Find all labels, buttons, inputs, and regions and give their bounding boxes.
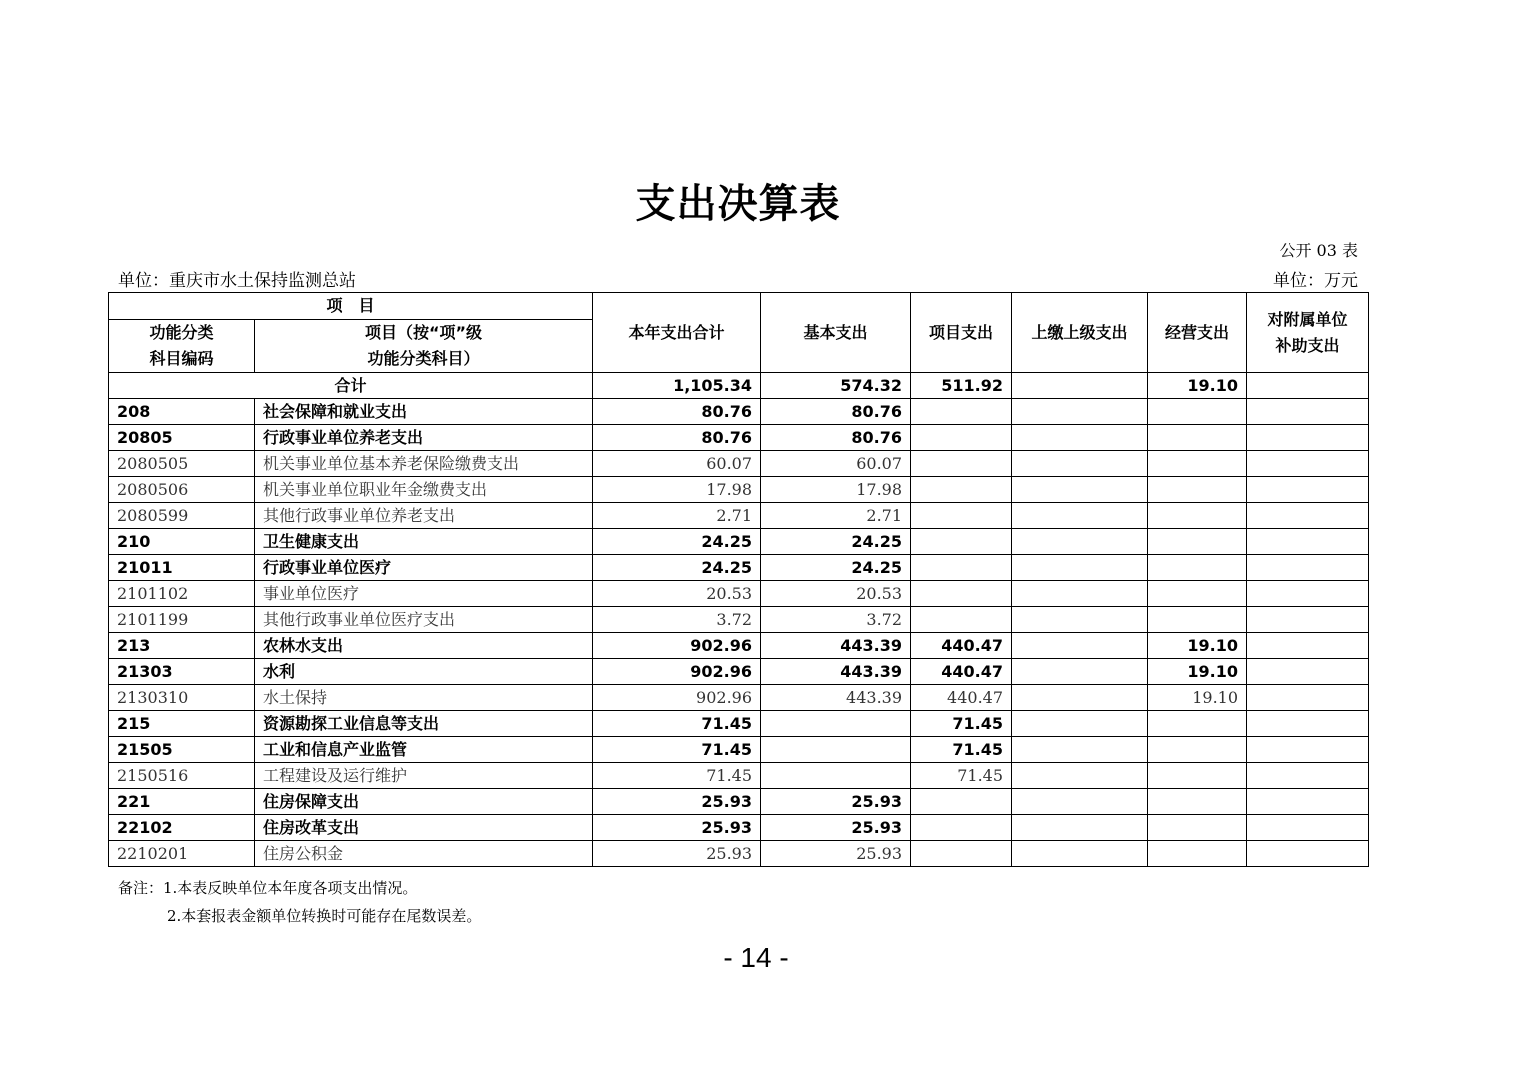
cell-business [1148,555,1247,581]
form-number: 公开 03 表 [1279,241,1358,260]
cell-name: 行政事业单位养老支出 [255,425,593,451]
header-subsidy-line2: 补助支出 [1275,335,1340,355]
cell-code: 208 [109,399,255,425]
cell-subsidy [1247,633,1369,659]
header-item: 项 目 [109,293,593,320]
cell-basic: 17.98 [761,477,911,503]
cell-code: 22102 [109,815,255,841]
page-title: 支出决算表 [635,181,841,227]
cell-total: 71.45 [593,737,761,763]
cell-business [1148,607,1247,633]
cell-subsidy [1247,399,1369,425]
cell-name: 农林水支出 [255,633,593,659]
cell-subsidy [1247,477,1369,503]
cell-project [911,581,1012,607]
cell-name: 机关事业单位职业年金缴费支出 [255,477,593,503]
header-upper: 上缴上级支出 [1012,293,1148,373]
note-1: 备注：1.本表反映单位本年度各项支出情况。 [118,879,418,897]
cell-subsidy [1247,555,1369,581]
cell-upper [1012,841,1148,867]
cell-project [911,555,1012,581]
cell-basic: 20.53 [761,581,911,607]
cell-business [1148,581,1247,607]
cell-subsidy [1247,581,1369,607]
cell-basic: 443.39 [761,685,911,711]
table-row [109,763,1369,789]
table-row [109,555,1369,581]
table-row [109,581,1369,607]
cell-code: 2080599 [109,503,255,529]
cell-total: 3.72 [593,607,761,633]
table-row [109,841,1369,867]
expenditure-table [108,292,1369,867]
cell-basic: 24.25 [761,555,911,581]
cell-business: 19.10 [1148,633,1247,659]
cell-project [911,841,1012,867]
header-subsidy-line1: 对附属单位 [1267,309,1348,329]
cell-name: 行政事业单位医疗 [255,555,593,581]
cell-code: 21303 [109,659,255,685]
cell-basic: 80.76 [761,399,911,425]
table-row [109,399,1369,425]
cell-total: 902.96 [593,659,761,685]
cell-basic: 60.07 [761,451,911,477]
header-name [255,320,593,373]
cell-subsidy [1247,685,1369,711]
cell-code: 210 [109,529,255,555]
cell-basic [761,737,911,763]
cell-upper [1012,451,1148,477]
cell-subsidy [1247,763,1369,789]
cell-business [1148,425,1247,451]
cell-name: 水利 [255,659,593,685]
header-code-line2: 科目编码 [149,349,214,368]
cell-project [911,607,1012,633]
cell-project: 440.47 [911,659,1012,685]
cell-name: 住房保障支出 [255,789,593,815]
cell-upper [1012,425,1148,451]
cell-business [1148,451,1247,477]
cell-name: 事业单位医疗 [255,581,593,607]
table-row [109,711,1369,737]
cell-name: 住房改革支出 [255,815,593,841]
total-total: 1,105.34 [593,373,761,399]
cell-total: 24.25 [593,555,761,581]
cell-code: 2101102 [109,581,255,607]
cell-code: 2210201 [109,841,255,867]
cell-subsidy [1247,503,1369,529]
cell-code: 213 [109,633,255,659]
cell-total: 17.98 [593,477,761,503]
cell-upper [1012,633,1148,659]
cell-subsidy [1247,815,1369,841]
cell-project [911,477,1012,503]
cell-upper [1012,477,1148,503]
cell-upper [1012,789,1148,815]
cell-name: 其他行政事业单位养老支出 [255,503,593,529]
cell-business [1148,711,1247,737]
cell-business [1148,763,1247,789]
cell-code: 2150516 [109,763,255,789]
cell-code: 20805 [109,425,255,451]
header-total: 本年支出合计 [593,293,761,373]
notes [118,874,481,930]
cell-name: 资源勘探工业信息等支出 [255,711,593,737]
table-row [109,789,1369,815]
cell-business [1148,399,1247,425]
total-project: 511.92 [911,373,1012,399]
cell-total: 20.53 [593,581,761,607]
page-number: - 14 - [723,942,789,973]
cell-upper [1012,581,1148,607]
cell-upper [1012,503,1148,529]
cell-upper [1012,607,1148,633]
cell-code: 2080505 [109,451,255,477]
cell-basic: 80.76 [761,425,911,451]
cell-business [1148,841,1247,867]
header-code-line1: 功能分类 [149,323,214,342]
table-row [109,503,1369,529]
header-name-line2: 功能分类科目） [367,349,480,368]
cell-business [1148,477,1247,503]
header-project: 项目支出 [911,293,1012,373]
cell-business [1148,503,1247,529]
cell-upper [1012,815,1148,841]
cell-project [911,425,1012,451]
cell-upper [1012,737,1148,763]
cell-subsidy [1247,841,1369,867]
cell-project [911,451,1012,477]
note-2: 2.本套报表金额单位转换时可能存在尾数误差。 [167,907,482,925]
table-row [109,685,1369,711]
cell-basic: 2.71 [761,503,911,529]
total-basic: 574.32 [761,373,911,399]
table-row [109,633,1369,659]
cell-subsidy [1247,451,1369,477]
cell-basic: 3.72 [761,607,911,633]
cell-basic [761,763,911,789]
cell-basic: 25.93 [761,789,911,815]
cell-business [1148,737,1247,763]
cell-code: 2080506 [109,477,255,503]
cell-total: 71.45 [593,711,761,737]
cell-code: 2130310 [109,685,255,711]
table-row [109,425,1369,451]
cell-code: 2101199 [109,607,255,633]
table-row [109,529,1369,555]
cell-upper [1012,399,1148,425]
table-row [109,451,1369,477]
cell-business: 19.10 [1148,685,1247,711]
cell-total: 25.93 [593,841,761,867]
header-name-line1: 项目（按“项”级 [364,323,483,342]
cell-name: 工程建设及运行维护 [255,763,593,789]
cell-total: 25.93 [593,789,761,815]
cell-business [1148,815,1247,841]
cell-subsidy [1247,425,1369,451]
cell-total: 60.07 [593,451,761,477]
table-row [109,737,1369,763]
cell-subsidy [1247,711,1369,737]
cell-project: 71.45 [911,763,1012,789]
table-row [109,659,1369,685]
cell-name: 卫生健康支出 [255,529,593,555]
cell-upper [1012,529,1148,555]
total-business: 19.10 [1148,373,1247,399]
cell-basic: 25.93 [761,841,911,867]
cell-basic: 443.39 [761,659,911,685]
cell-code: 221 [109,789,255,815]
cell-code: 215 [109,711,255,737]
cell-total: 25.93 [593,815,761,841]
cell-basic [761,711,911,737]
cell-name: 工业和信息产业监管 [255,737,593,763]
currency-unit: 单位：万元 [1273,271,1358,291]
cell-total: 24.25 [593,529,761,555]
table-row [109,607,1369,633]
cell-total: 2.71 [593,503,761,529]
cell-total: 80.76 [593,399,761,425]
header-subsidy [1247,293,1369,373]
cell-business [1148,529,1247,555]
table-row [109,477,1369,503]
cell-business [1148,789,1247,815]
cell-subsidy [1247,607,1369,633]
cell-total: 902.96 [593,633,761,659]
cell-basic: 25.93 [761,815,911,841]
cell-subsidy [1247,529,1369,555]
header-code [109,320,255,373]
cell-project [911,503,1012,529]
cell-project: 71.45 [911,711,1012,737]
cell-basic: 443.39 [761,633,911,659]
cell-upper [1012,659,1148,685]
cell-upper [1012,555,1148,581]
cell-subsidy [1247,737,1369,763]
total-upper [1012,373,1148,399]
cell-upper [1012,711,1148,737]
cell-project: 440.47 [911,633,1012,659]
cell-project [911,399,1012,425]
total-label: 合计 [109,373,593,399]
cell-subsidy [1247,789,1369,815]
cell-business: 19.10 [1148,659,1247,685]
cell-total: 71.45 [593,763,761,789]
reporting-unit: 单位：重庆市水土保持监测总站 [118,271,356,291]
cell-project [911,529,1012,555]
table-row [109,815,1369,841]
cell-subsidy [1247,659,1369,685]
cell-project [911,789,1012,815]
cell-name: 水土保持 [255,685,593,711]
cell-project: 71.45 [911,737,1012,763]
total-subsidy [1247,373,1369,399]
cell-project: 440.47 [911,685,1012,711]
cell-upper [1012,763,1148,789]
cell-name: 社会保障和就业支出 [255,399,593,425]
cell-upper [1012,685,1148,711]
header-business: 经营支出 [1148,293,1247,373]
cell-code: 21011 [109,555,255,581]
cell-name: 住房公积金 [255,841,593,867]
cell-name: 其他行政事业单位医疗支出 [255,607,593,633]
cell-code: 21505 [109,737,255,763]
cell-basic: 24.25 [761,529,911,555]
cell-name: 机关事业单位基本养老保险缴费支出 [255,451,593,477]
cell-total: 902.96 [593,685,761,711]
total-row [109,373,1369,399]
cell-project [911,815,1012,841]
cell-total: 80.76 [593,425,761,451]
header-basic: 基本支出 [761,293,911,373]
